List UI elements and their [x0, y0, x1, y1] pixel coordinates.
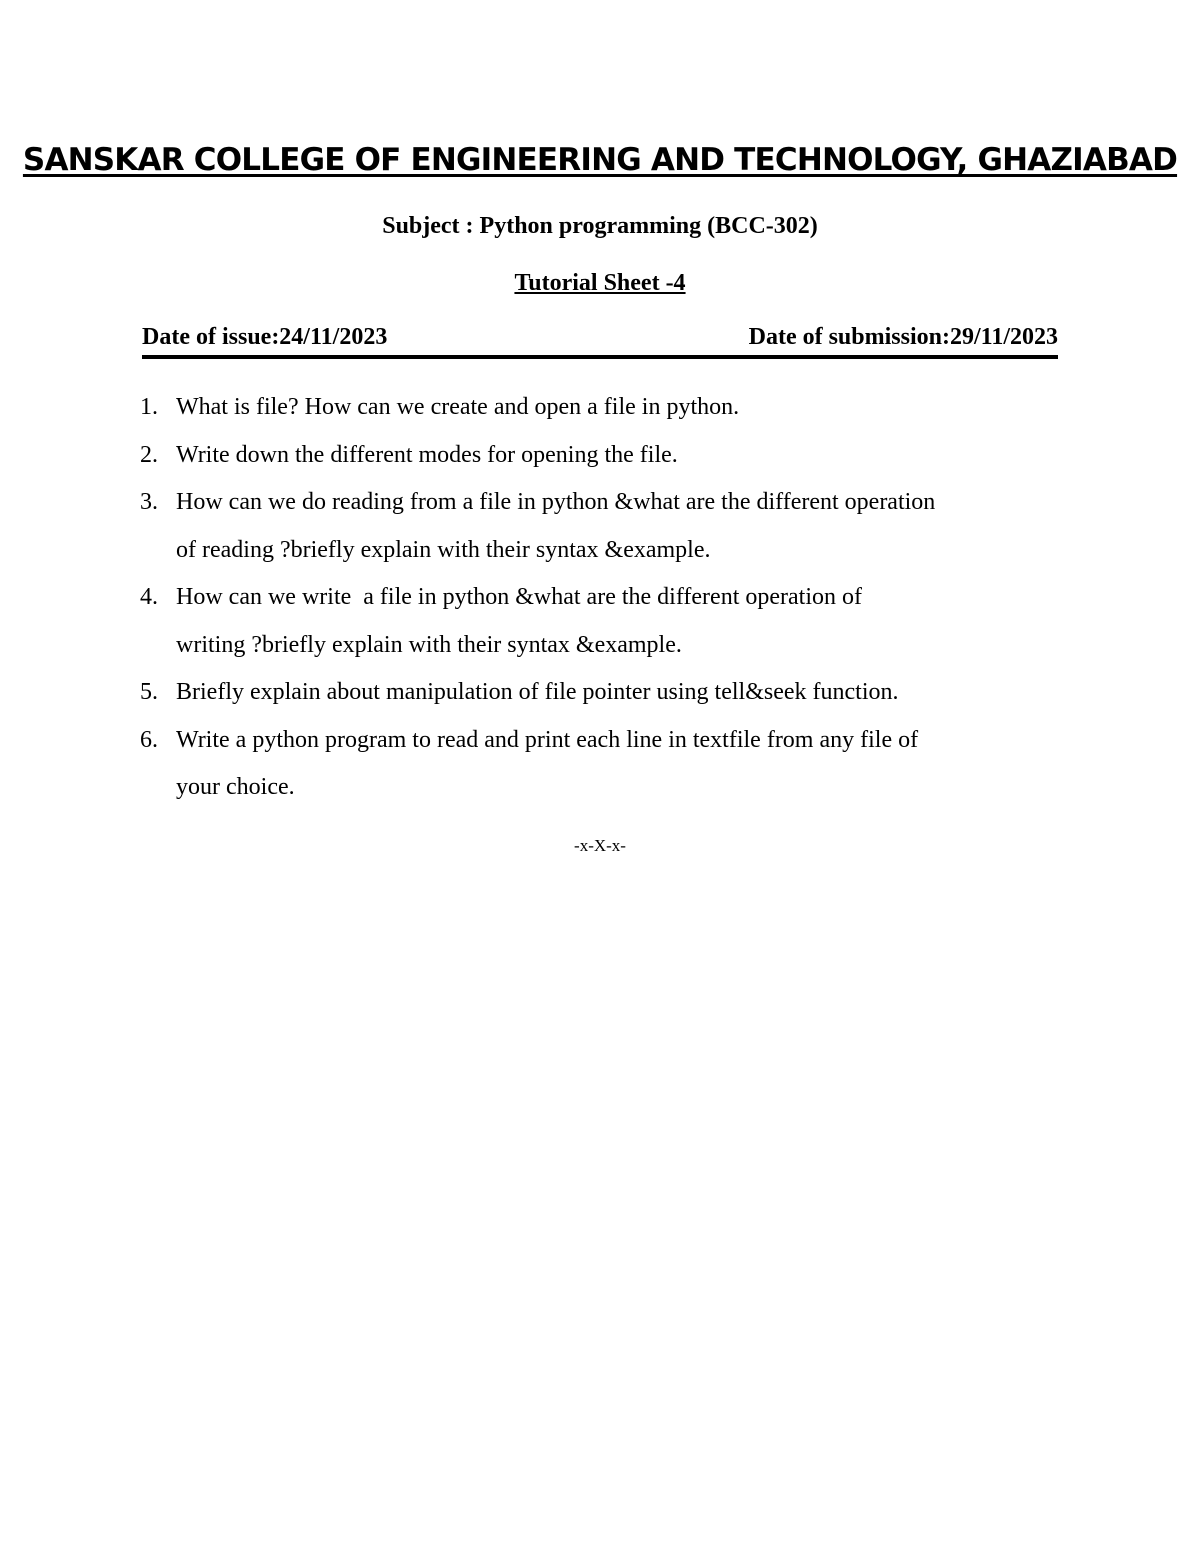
question-item — [140, 384, 1070, 432]
question-item — [140, 669, 1070, 717]
subject-line: Subject : Python programming (BCC-302) — [382, 213, 818, 239]
sheet-title: Tutorial Sheet -4 — [514, 270, 686, 296]
date-of-submission: Date of submission:29/11/2023 — [748, 324, 1058, 350]
question-item — [140, 717, 1070, 812]
question-text-continued: writing ?briefly explain with their syntax &example. — [176, 631, 682, 658]
question-text: How can we do reading from a file in python &what are the different operation — [176, 489, 936, 515]
question-text: Write a python program to read and print each line in textfile from any file of — [176, 726, 919, 753]
question-number: 6. — [140, 726, 158, 753]
question-number: 1. — [140, 394, 158, 420]
question-item — [140, 479, 1070, 574]
question-number: 5. — [140, 679, 158, 705]
question-text: How can we write a file in python &what are the different operation of — [176, 584, 862, 610]
question-item — [140, 574, 1070, 669]
question-item — [140, 432, 1070, 480]
question-number: 3. — [140, 489, 158, 515]
question-text: What is file? How can we create and open a file in python. — [176, 394, 740, 420]
question-text: Briefly explain about manipulation of file pointer using tell&seek function. — [176, 679, 899, 705]
question-text-continued: your choice. — [176, 774, 295, 800]
college-title: SANSKAR COLLEGE OF ENGINEERING AND TECHNOLOGY, GHAZIABAD — [22, 142, 1178, 178]
question-text: Write down the different modes for opening the file. — [176, 441, 678, 468]
question-text-continued: of reading ?briefly explain with their syntax &example. — [176, 536, 711, 563]
header-rule — [142, 355, 1058, 359]
dates-row — [142, 324, 1058, 351]
question-number: 4. — [140, 584, 158, 610]
date-of-issue: Date of issue:24/11/2023 — [142, 324, 388, 350]
end-mark: -x-X-x- — [574, 836, 626, 855]
question-number: 2. — [140, 441, 158, 468]
question-list — [140, 384, 1070, 812]
